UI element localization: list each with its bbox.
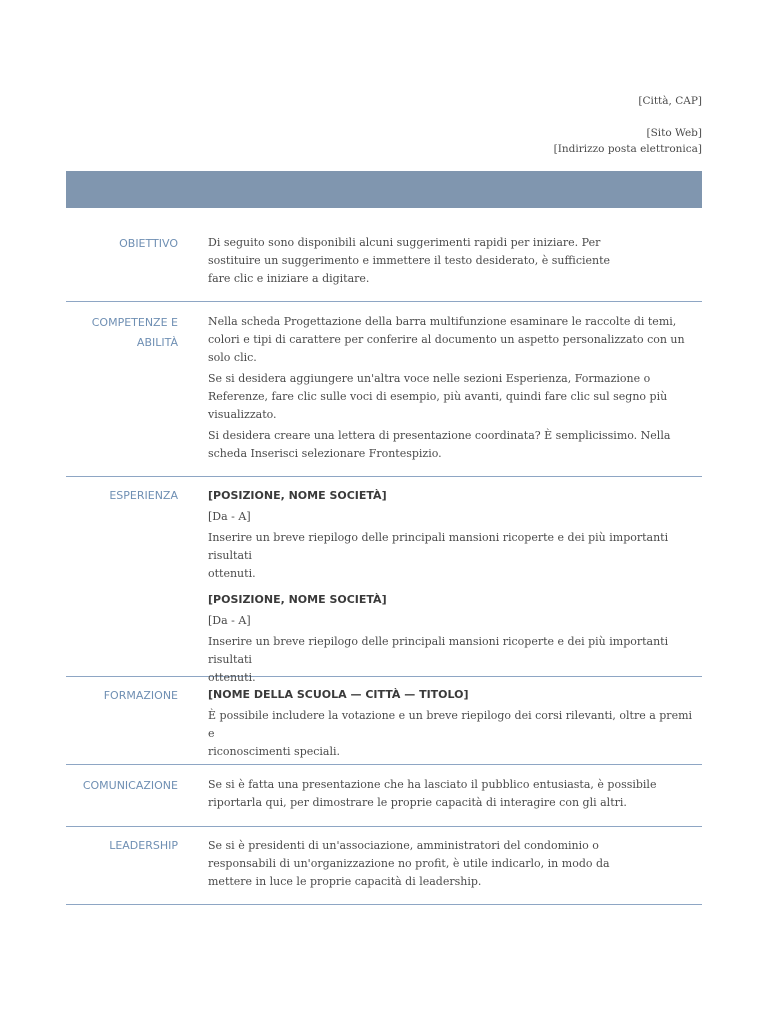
label-line: COMPETENZE E: [91, 316, 178, 329]
header-banner: [66, 171, 702, 208]
school-title: [NOME DELLA SCUOLA — CITTÀ — TITOLO]: [208, 688, 469, 701]
text-line: colori e tipi di carattere per conferire al documento un aspetto personalizzato con un: [208, 333, 685, 346]
job-title: [POSIZIONE, NOME SOCIETÀ]: [208, 593, 387, 606]
job-entry: [208, 487, 700, 583]
text-line: Se si desidera aggiungere un'altra voce nelle sezioni Esperienza, Formazione o: [208, 372, 651, 385]
section-content: [208, 776, 700, 812]
text-line: Se si è presidenti di un'associazione, amministratori del condominio o: [208, 839, 599, 852]
text-line: ottenuti.: [208, 671, 256, 684]
section-content: [208, 837, 700, 891]
section-content: [208, 686, 700, 761]
text-line: Referenze, fare clic sulle voci di esempio, più avanti, quindi fare clic sul segno più: [208, 390, 668, 403]
text-line: È possibile includere la votazione e un breve riepilogo dei corsi rilevanti, oltre a premi e: [208, 709, 693, 740]
job-dates: [Da - A]: [208, 510, 251, 523]
paragraph: [208, 427, 700, 463]
city-zip: [Città, CAP]: [638, 95, 702, 107]
job-dates: [Da - A]: [208, 614, 251, 627]
job-description: [208, 529, 700, 583]
section-label: ESPERIENZA: [109, 489, 178, 502]
paragraph: [208, 776, 700, 812]
text-line: mettere in luce le proprie capacità di leadership.: [208, 875, 482, 888]
label-line: ABILITÀ: [136, 336, 178, 349]
contact-info: [554, 93, 702, 157]
text-line: riportarla qui, per dimostrare le proprie capacità di interagire con gli altri.: [208, 796, 627, 809]
text-line: Di seguito sono disponibili alcuni suggerimenti rapidi per iniziare. Per: [208, 236, 601, 249]
text-line: Nella scheda Progettazione della barra multifunzione esaminare le raccolte di temi,: [208, 315, 677, 328]
text-line: sostituire un suggerimento e immettere il testo desiderato, è sufficiente: [208, 254, 611, 267]
email: [Indirizzo posta elettronica]: [553, 143, 702, 155]
website: [Sito Web]: [646, 127, 702, 139]
text-line: ottenuti.: [208, 567, 256, 580]
text-line: solo clic.: [208, 351, 257, 364]
paragraph: [208, 837, 700, 891]
paragraph: [208, 234, 700, 288]
text-line: riconoscimenti speciali.: [208, 745, 341, 758]
text-line: Inserire un breve riepilogo delle principali mansioni ricoperte e dei più importanti risultati: [208, 635, 669, 666]
section-content: [208, 487, 700, 687]
education-description: [208, 707, 700, 761]
section-content: [208, 313, 700, 463]
text-line: Si desidera creare una lettera di presentazione coordinata? È semplicissimo. Nella: [208, 429, 671, 442]
paragraph: [208, 370, 700, 424]
text-line: scheda Inserisci selezionare Frontespizio.: [208, 447, 442, 460]
job-entry: [208, 591, 700, 687]
section-label: LEADERSHIP: [109, 839, 178, 852]
section-communication: [66, 765, 702, 827]
section-skills: [66, 302, 702, 477]
section-label: [66, 313, 178, 353]
job-title: [POSIZIONE, NOME SOCIETÀ]: [208, 489, 387, 502]
section-label: COMUNICAZIONE: [82, 779, 178, 792]
text-line: fare clic e iniziare a digitare.: [208, 272, 370, 285]
section-education: [66, 677, 702, 765]
text-line: visualizzato.: [208, 408, 277, 421]
section-content: [208, 234, 700, 288]
section-experience: [66, 477, 702, 684]
paragraph: [208, 313, 700, 367]
section-label: FORMAZIONE: [103, 689, 178, 702]
section-label: OBIETTIVO: [119, 237, 178, 250]
text-line: Se si è fatta una presentazione che ha lasciato il pubblico entusiasta, è possibile: [208, 778, 657, 791]
section-leadership: [66, 827, 702, 905]
section-objective: [66, 208, 702, 302]
text-line: responsabili di un'organizzazione no profit, è utile indicarlo, in modo da: [208, 857, 610, 870]
text-line: Inserire un breve riepilogo delle principali mansioni ricoperte e dei più importanti risultati: [208, 531, 669, 562]
